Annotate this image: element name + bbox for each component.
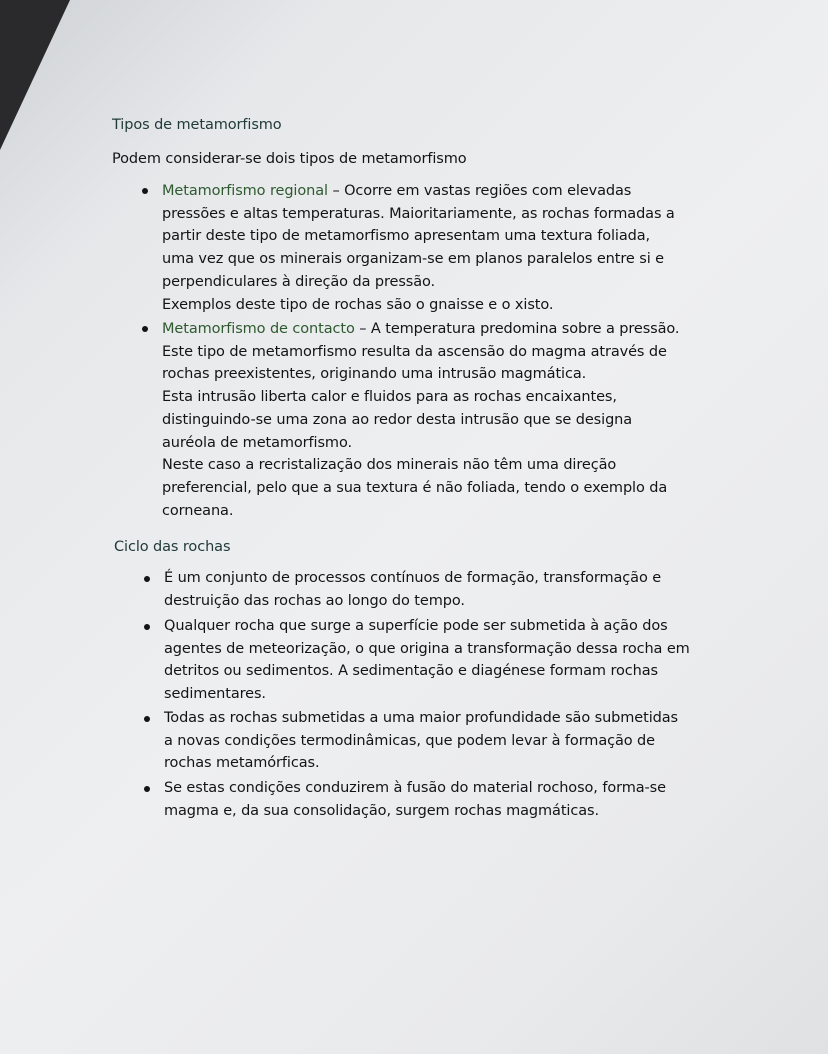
text-line: Neste caso a recristalização dos minerais não têm uma direção — [162, 457, 617, 474]
text-line: rochas preexistentes, originando uma intrusão magmática. — [162, 366, 587, 383]
text-line: Exemplos deste tipo de rochas são o gnaisse e o xisto. — [162, 296, 554, 313]
text-line: sedimentares. — [164, 686, 266, 703]
text-line: detritos ou sedimentos. A sedimentação e diagénese formam rochas — [164, 663, 658, 680]
bullet-dot — [144, 576, 150, 582]
text-line: pressões e altas temperaturas. Maioritariamente, as rochas formadas a — [162, 205, 675, 222]
text-line: – Ocorre em vastas regiões com elevadas — [327, 183, 632, 199]
bullet-dot — [144, 786, 150, 792]
term-metamorfismo-contacto: Metamorfismo de contacto — [162, 321, 355, 337]
bullet-metamorfismo-contacto — [162, 318, 679, 522]
text-line: É um conjunto de processos contínuos de formação, transformação e — [164, 570, 662, 586]
text-line: corneana. — [162, 502, 234, 519]
text-line: Se estas condições conduzirem à fusão do material rochoso, forma-se — [164, 780, 666, 796]
bullet-metamorfismo-regional — [162, 180, 675, 316]
bullet-dot — [142, 188, 148, 194]
bullet-dot — [144, 624, 150, 630]
bullet-dot — [144, 716, 150, 722]
term-metamorfismo-regional: Metamorfismo regional — [162, 183, 328, 199]
text-line: preferencial, pelo que a sua textura é não foliada, tendo o exemplo da — [162, 479, 668, 496]
cycle-bullet-4 — [164, 777, 666, 822]
text-line: – A temperatura predomina sobre a pressão. — [354, 321, 680, 337]
section-title-tipos: Tipos de metamorfismo — [112, 117, 282, 133]
text-line: rochas metamórficas. — [164, 755, 320, 772]
cycle-bullet-3 — [164, 707, 678, 775]
text-line: auréola de metamorfismo. — [162, 434, 352, 451]
text-line: Qualquer rocha que surge a superfície pode ser submetida à ação dos — [164, 618, 668, 634]
bullet-dot — [142, 326, 148, 332]
text-line: uma vez que os minerais organizam-se em planos paralelos entre si e — [162, 251, 664, 268]
text-line: agentes de meteorização, o que origina a transformação dessa rocha em — [164, 640, 690, 657]
text-line: partir deste tipo de metamorfismo apresentam uma textura foliada, — [162, 228, 651, 245]
cycle-bullet-2 — [164, 615, 690, 706]
text-line: Esta intrusão liberta calor e fluidos para as rochas encaixantes, — [162, 389, 617, 406]
text-line: Este tipo de metamorfismo resulta da ascensão do magma através de — [162, 343, 667, 360]
text-line: Todas as rochas submetidas a uma maior profundidade são submetidas — [164, 710, 678, 726]
text-line: perpendiculares à direção da pressão. — [162, 273, 436, 290]
section-title-ciclo: Ciclo das rochas — [114, 539, 231, 555]
text-line: a novas condições termodinâmicas, que podem levar à formação de — [164, 732, 655, 749]
cycle-bullet-1 — [164, 567, 661, 612]
text-line: distinguindo-se uma zona ao redor desta intrusão que se designa — [162, 411, 633, 428]
section-intro: Podem considerar-se dois tipos de metamorfismo — [112, 151, 467, 167]
text-line: magma e, da sua consolidação, surgem rochas magmáticas. — [164, 802, 599, 819]
text-line: destruição das rochas ao longo do tempo. — [164, 592, 465, 609]
